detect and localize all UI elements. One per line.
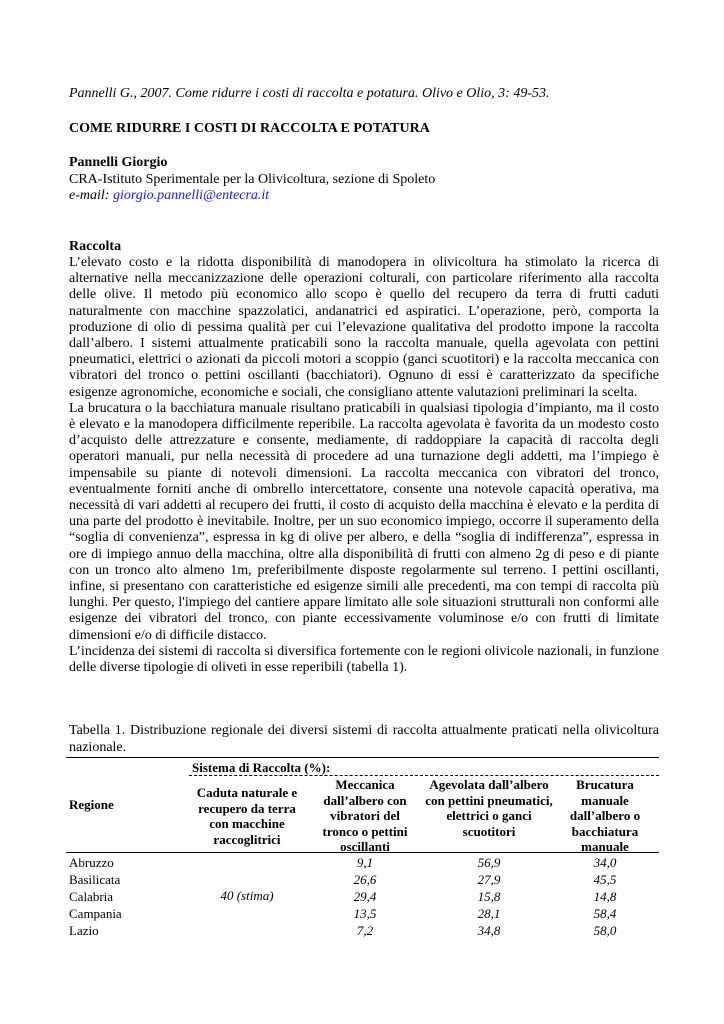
agevolata-cell: 56,9 — [477, 855, 501, 870]
header-bottom-rule — [66, 852, 659, 853]
body-text — [69, 255, 659, 676]
table-row — [69, 905, 659, 922]
table-top-rule — [66, 757, 659, 758]
meccanica-cell: 9,1 — [356, 855, 374, 870]
affiliation: CRA-Istituto Sperimentale per la Olivicoltura, sezione di Spoleto — [69, 172, 436, 187]
meccanica-cell: 13,5 — [353, 906, 377, 921]
brucatura-cell: 58,0 — [593, 923, 617, 938]
table-row — [69, 854, 659, 871]
brucatura-cell: 45,5 — [593, 872, 617, 887]
agevolata-cell: 15,8 — [477, 889, 501, 904]
table-row — [69, 888, 659, 905]
meccanica-cell: 7,2 — [356, 923, 374, 938]
region-cell: Basilicata — [69, 872, 121, 887]
agevolata-cell: 28,1 — [477, 906, 501, 921]
table-row — [69, 922, 659, 939]
column-header-caduta: Caduta naturale e recupero da terra con macchine raccoglitrici — [196, 785, 298, 847]
paper-title: COME RIDURRE I COSTI DI RACCOLTA E POTATURA — [69, 121, 430, 136]
column-header-agevolata: Agevolata dall’albero con pettini pneumatici, elettrici o ganci scuotitori — [425, 777, 553, 839]
brucatura-cell: 14,8 — [593, 889, 617, 904]
table-body — [69, 854, 659, 939]
paragraph: L’elevato costo e la ridotta disponibilità di manodopera in olivicoltura ha stimolato la ricerca di alternative nella meccanizzazione delle operazioni colturali, con particolare riferimento alla raccolta delle olive. Il metodo più economico allo scopo è quello del recupero da terra di frutti caduti naturalmente con macchine spazzolatici, andanatrici ed aspiratici. L’operazione, però, comporta la produzione di olio di pessima qualità per cui l’elevazione qualitativa del prodotto impone la raccolta dall’albero. I sistemi attualmente praticabili sono la raccolta manuale, quella agevolata con pettini pneumatici, elettrici o azionati da piccoli motori a scoppio (ganci scuotitori) e la raccolta meccanica con vibratori del tronco o pettini oscillanti (bacchiatori). Ognuno di essi è caratterizzato da specifiche esigenze agronomiche, economiche e sociali, che consigliano attente valutazioni preliminari la scelta. — [69, 255, 659, 400]
section-title: Raccolta — [69, 239, 122, 254]
region-cell: Abruzzo — [69, 855, 114, 870]
region-cell: Calabria — [69, 889, 114, 904]
citation: Pannelli G., 2007. Come ridurre i costi di raccolta e potatura. Olivo e Olio, 3: 49-53. — [69, 86, 550, 101]
paragraph: La brucatura o la bacchiatura manuale risultano praticabili in qualsiasi tipologia d’impianto, ma il costo è elevato e la manodopera difficilmente reperibile. La raccolta agevolata è favorita da un modesto costo d’acquisto delle attrezzature e consente, mediamente, di raddoppiare la capacità di raccolta degli operatori manuali, pur nella necessità di procedere ad una turnazione degli addetti, ma l’impiego è impensabile su piante di notevoli dimensioni. La raccolta meccanica con vibratori del tronco, eventualmente forniti anche di ombrello intercettatore, consente una notevole capacità operativa, ma necessità di vari addetti al recupero dei frutti, il costo di acquisto della macchina è elevato e la perdita di una parte del prodotto è inevitabile. Inoltre, per un suo economico impiego, occorre il superamento della “soglia di convenienza”, espressa in kg di olive per albero, e della “soglia di indifferenza”, espressa in ore di impiego annuo della macchina, oltre alla disponibilità di frutti con almeno 2g di peso e di piante con un tronco alto almeno 1m, preferibilmente disposte regolarmente sul terreno. I pettini oscillanti, infine, si presentano con caratteristiche ed esigenze simili alle precedenti, ma con tempi di raccolta più lunghi. Per questo, l'impiego del cantiere appare limitato alle sole situazioni strutturali non conformi alle esigenze dei vibratori del tronco, con piante eccessivamente voluminose e/o con frutti di limitate dimensioni e/o di difficile distacco. — [69, 400, 659, 643]
agevolata-cell: 27,9 — [477, 872, 501, 887]
column-header-brucatura: Brucatura manuale dall’albero o bacchiatura manuale — [569, 777, 641, 854]
region-header: Regione — [69, 797, 114, 812]
region-cell: Campania — [69, 906, 122, 921]
column-header-meccanica: Meccanica dall’albero con vibratori del tronco o pettini oscillanti — [322, 777, 408, 854]
agevolata-cell: 34,8 — [477, 923, 501, 938]
region-cell: Lazio — [69, 923, 99, 938]
group-header: Sistema di Raccolta (%): — [192, 760, 331, 775]
paragraph: L’incidenza dei sistemi di raccolta si diversifica fortemente con le regioni olivicole nazionali, in funzione delle diverse tipologie di oliveti in esse reperibili (tabella 1). — [69, 643, 659, 676]
email-label: e-mail: — [69, 188, 113, 203]
meccanica-cell: 29,4 — [353, 889, 377, 904]
table-caption: Tabella 1. Distribuzione regionale dei diversi sistemi di raccolta attualmente praticati nella olivicoltura nazionale. — [69, 723, 659, 755]
author-name: Pannelli Giorgio — [69, 155, 168, 170]
meccanica-cell: 26,6 — [353, 872, 377, 887]
group-header-rule — [189, 775, 659, 776]
caduta-estimate: 40 (stima) — [220, 888, 274, 903]
email-link[interactable]: giorgio.pannelli@entecra.it — [112, 188, 270, 203]
brucatura-cell: 34,0 — [593, 855, 617, 870]
brucatura-cell: 58,4 — [593, 906, 617, 921]
table-row — [69, 871, 659, 888]
email-line — [69, 188, 269, 204]
